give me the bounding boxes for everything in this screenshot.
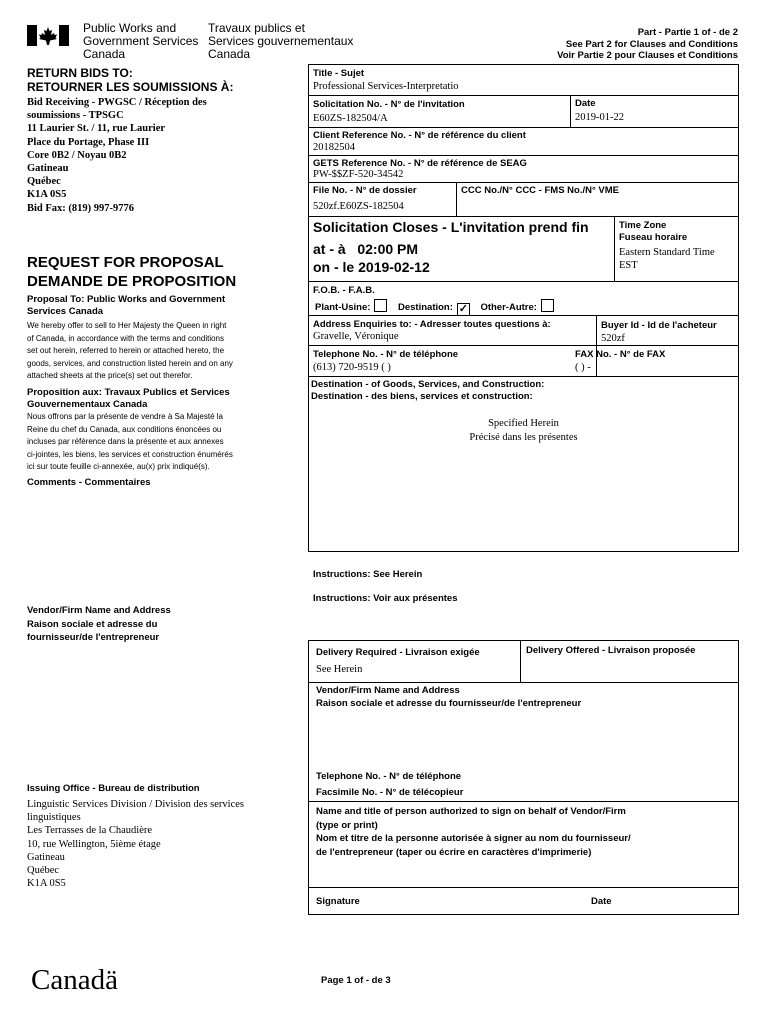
ccc-label: CCC No./N° CCC - FMS No./N° VME xyxy=(461,185,620,196)
phone-value: (613) 720-9519 ( ) xyxy=(313,362,391,373)
rfp-title: REQUEST FOR PROPOSAL DEMANDE DE PROPOSITION xyxy=(27,254,237,290)
closes-at: at - à 02:00 PM xyxy=(313,241,419,257)
comments-label: Comments - Commentaires xyxy=(27,477,151,488)
page-number: Page 1 of - de 3 xyxy=(321,975,391,986)
destination-checkbox[interactable]: ✓ xyxy=(458,303,468,315)
solicitation-value: E60ZS-182504/A xyxy=(313,113,388,124)
department-name-fr: Travaux publics et Services gouvernementaux Canada xyxy=(208,21,354,61)
gets-label: GETS Reference No. - N° de référence de SEAG xyxy=(313,158,527,169)
delivery-required-label: Delivery Required - Livraison exigée xyxy=(316,647,480,658)
facsimile-label: Facsimile No. - N° de télécopieur xyxy=(316,787,464,798)
solicitation-label: Solicitation No. - N° de l'invitation xyxy=(313,99,465,110)
title-label: Title - Sujet xyxy=(313,68,365,79)
part-indicator: Part - Partie 1 of - de 2 See Part 2 for Clauses and Conditions Voir Partie 2 pour Clauses et Conditions xyxy=(557,27,738,61)
canada-wordmark: Canadä xyxy=(31,964,118,996)
file-value: 520zf.E60ZS-182504 xyxy=(313,201,404,212)
proposal-to-label: Proposal To: Public Works and Government Services Canada xyxy=(27,294,226,317)
buyer-id-value: 520zf xyxy=(601,333,625,344)
file-label: File No. - N° de dossier xyxy=(313,185,417,196)
proposition-label: Proposition aux: Travaux Publics et Services Gouvernementaux Canada xyxy=(27,387,230,410)
fob-label: F.O.B. - F.A.B. xyxy=(313,285,375,296)
signature-label: Signature xyxy=(316,896,360,907)
telephone-label: Telephone No. - N° de téléphone xyxy=(316,771,462,782)
proposal-to-text: We hereby offer to sell to Her Majesty the Queen in right of Canada, in accordance with the terms and conditions set out herein, referred to herein or attached hereto, the goods, services, and construction listed herein and on any attached sheets at the price(s) set out therefor. xyxy=(27,321,233,380)
vendor-name-label: Vendor/Firm Name and Address Raison sociale et adresse du fournisseur/de l'entrepreneur xyxy=(316,685,582,709)
timezone-label: Time Zone Fuseau horaire xyxy=(619,220,688,243)
return-bids-title: RETURN BIDS TO: RETOURNER LES SOUMISSIONS À: xyxy=(27,66,234,94)
client-ref-label: Client Reference No. - N° de référence du client xyxy=(313,130,526,141)
fax-label: FAX No. - N° de FAX xyxy=(575,349,666,360)
canada-flag-icon xyxy=(27,25,69,46)
date-value: 2019-01-22 xyxy=(575,112,624,123)
issuing-office-address: Linguistic Services Division / Division des services linguistiques Les Terrasses de la Chaudière 10, rue Wellington, 5ième étage Gatineau Québec K1A 0S5 xyxy=(27,799,244,890)
return-bids-address: Bid Receiving - PWGSC / Réception des soumissions - TPSGC 11 Laurier St. / 11, rue Laurier Place du Portage, Phase III Core 0B2 / Noyau 0B2 Gatineau Québec K1A 0S5 Bid Fax: (819) 997-9776 xyxy=(27,97,207,214)
address-enquiries-label: Address Enquiries to: - Adresser toutes questions à: xyxy=(313,319,551,330)
destination-value-en: Specified Herein xyxy=(488,418,559,429)
instructions-en: Instructions: See Herein xyxy=(313,569,423,580)
department-name-en: Public Works and Government Services Canada xyxy=(83,21,199,61)
issuing-office-label: Issuing Office - Bureau de distribution xyxy=(27,783,200,794)
date-label: Date xyxy=(575,98,596,109)
plant-checkbox[interactable] xyxy=(374,299,387,312)
closes-time-value: 02:00 PM xyxy=(357,241,419,257)
signature-date-label: Date xyxy=(591,896,612,907)
client-ref-value: 20182504 xyxy=(313,142,355,153)
gets-value: PW-$$ZF-520-34542 xyxy=(313,169,404,180)
fob-options: Plant-Usine: Destination: ✓ Other-Autre: xyxy=(315,299,554,316)
destination-value-fr: Précisé dans les présentes xyxy=(469,432,578,443)
phone-label: Telephone No. - N° de téléphone xyxy=(313,349,459,360)
proposition-text: Nous offrons par la présente de vendre à Sa Majesté la Reine du chef du Canada, aux conditions énoncées ou incluses par référence dans la présente et aux annexes ci-jointes, les biens, les services et construction énumérés ici sur toute feuille ci-annexée, au(x) prix indiqué(s). xyxy=(27,412,233,471)
closes-on: on - le 2019-02-12 xyxy=(313,259,430,275)
destination-goods-label: Destination - of Goods, Services, and Construction: Destination - des biens, services et construction: xyxy=(311,379,545,402)
buyer-id-label: Buyer Id - Id de l'acheteur xyxy=(601,320,717,331)
signer-name-label: Name and title of person authorized to sign on behalf of Vendor/Firm (type or print) Nom et titre de la personne autorisée à signer au nom du fournisseur/ de l'entrepreneur (taper ou écrire en caractères d'imprimerie) xyxy=(316,806,631,858)
vendor-left-label: Vendor/Firm Name and Address Raison sociale et adresse du fournisseur/de l'entrepreneur xyxy=(27,605,171,643)
closes-date-value: 2019-02-12 xyxy=(358,259,430,275)
other-checkbox[interactable] xyxy=(541,299,554,312)
fax-value: ( ) - xyxy=(575,362,591,373)
timezone-value: Eastern Standard Time EST xyxy=(619,247,715,271)
title-value: Professional Services-Interpretatio xyxy=(313,81,459,92)
instructions-fr: Instructions: Voir aux présentes xyxy=(313,593,458,604)
closes-title: Solicitation Closes - L'invitation prend fin xyxy=(313,219,589,235)
delivery-offered-label: Delivery Offered - Livraison proposée xyxy=(526,645,696,656)
address-enquiries-value: Gravelle, Véronique xyxy=(313,331,399,342)
delivery-required-value: See Herein xyxy=(316,664,363,675)
